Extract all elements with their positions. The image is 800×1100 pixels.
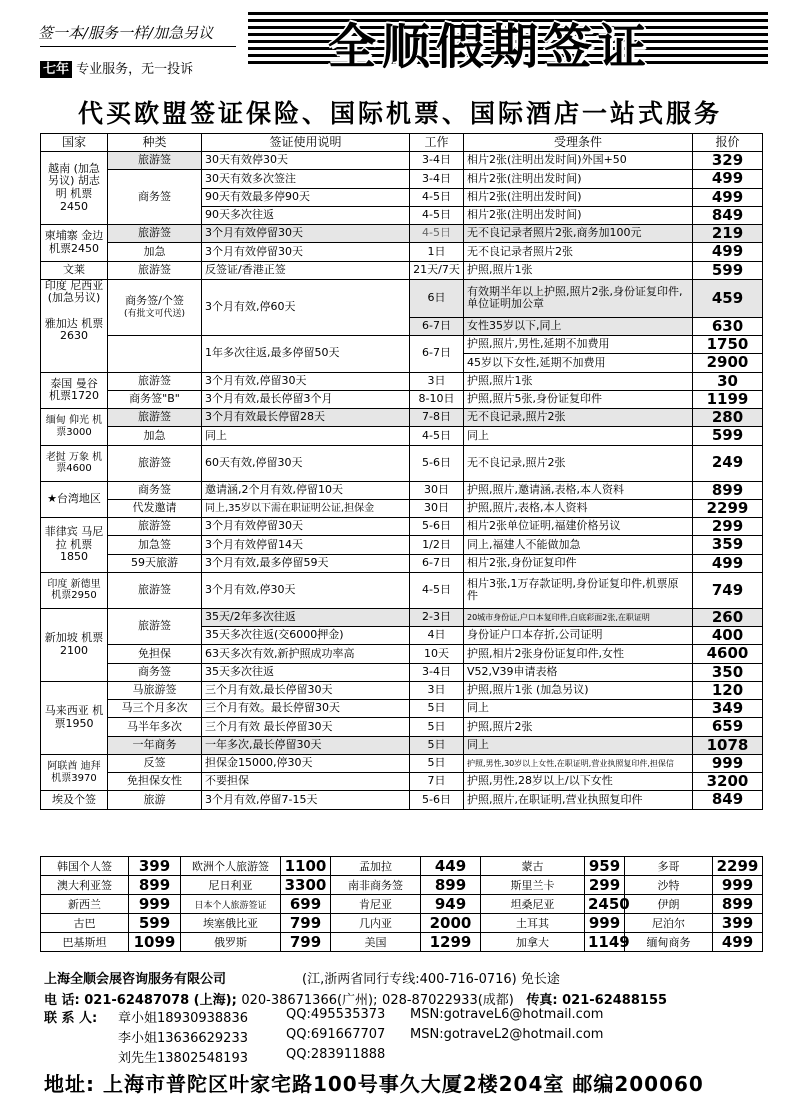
type-cell: 旅游签: [108, 409, 202, 427]
country-cell: ★台湾地区: [41, 481, 108, 518]
work-cell: 30日: [410, 481, 464, 499]
grid-country: 缅甸商务: [625, 933, 713, 952]
grid-country: 巴基斯坦: [41, 933, 129, 952]
desc-cell: 3个月有效最长停留28天: [202, 409, 410, 427]
desc-cell: 3个月有效停留30天: [202, 225, 410, 243]
cond-cell: 护照,男性,28岁以上/以下女性: [464, 773, 693, 791]
desc-cell: 同上: [202, 427, 410, 445]
work-cell: 5-6日: [410, 518, 464, 536]
desc-cell: 3个月有效,最长停留3个月: [202, 390, 410, 408]
cond-cell: 有效期半年以上护照,照片2张,身份证复印件,单位证明加公章: [464, 279, 693, 317]
price-cell: 350: [693, 663, 763, 681]
table-row: [41, 518, 763, 536]
table-row: [41, 261, 763, 279]
grid-row: [41, 876, 763, 895]
country-cell: 老挝 万象 机票4600: [41, 445, 108, 481]
price-cell: 3200: [693, 773, 763, 791]
type-cell: 加急: [108, 427, 202, 445]
type-cell: 马半年多次: [108, 718, 202, 736]
country-indonesia-city: 雅加达 机票2630: [44, 316, 104, 343]
years-badge: 七年: [40, 61, 72, 78]
price-cell: 329: [693, 152, 763, 170]
cond-cell: 相片2张(注明出发时间): [464, 170, 693, 188]
price-cell: 2299: [693, 499, 763, 517]
grid-price: 949: [421, 895, 481, 914]
type-cell: 59天旅游: [108, 554, 202, 572]
desc-cell: 30天有效停30天: [202, 152, 410, 170]
grid-country: 欧洲个人旅游签: [181, 857, 281, 876]
country-cell: 阿联酋 迪拜 机票3970: [41, 754, 108, 791]
desc-cell: 3个月有效停留30天: [202, 518, 410, 536]
grid-price: 899: [421, 876, 481, 895]
contact-name: 李小姐13636629233: [118, 1031, 248, 1046]
grid-price: 499: [713, 933, 763, 952]
country-cell: [41, 279, 108, 372]
country-cell: 埃及个签: [41, 791, 108, 809]
desc-cell: 1年多次往返,最多停留50天: [202, 336, 410, 373]
price-cell: 749: [693, 572, 763, 608]
table-row: [41, 572, 763, 608]
country-cell: 新加坡 机票2100: [41, 608, 108, 681]
fax-number: 021-62488155: [562, 993, 668, 1008]
type-cell: 旅游签: [108, 572, 202, 608]
price-cell: 599: [693, 261, 763, 279]
table-row: [41, 445, 763, 481]
desc-cell: 3个月有效,停留30天: [202, 372, 410, 390]
address: 地址: 上海市普陀区叶家宅路100号事久大厦2楼204室 邮编200060: [44, 1072, 704, 1096]
price-cell: 120: [693, 681, 763, 699]
work-cell: 7-8日: [410, 409, 464, 427]
grid-country: 土耳其: [481, 914, 585, 933]
desc-cell: 三个月有效,最长停留30天: [202, 681, 410, 699]
desc-cell: 3个月有效停留30天: [202, 243, 410, 261]
grid-country: 孟加拉: [331, 857, 421, 876]
cond-cell: V52,V39申请表格: [464, 663, 693, 681]
desc-cell: 3个月有效,最多停留59天: [202, 554, 410, 572]
desc-cell: 担保金15000,停30天: [202, 754, 410, 772]
table-row: [41, 372, 763, 390]
work-cell: 3-4日: [410, 170, 464, 188]
work-cell: 2-3日: [410, 608, 464, 626]
cond-cell: 身份证户口本存折,公司证明: [464, 627, 693, 645]
grid-price: 799: [281, 914, 331, 933]
type-cell: 旅游签: [108, 225, 202, 243]
price-cell: 659: [693, 718, 763, 736]
type-cell: 代发邀请: [108, 499, 202, 517]
work-cell: 5日: [410, 700, 464, 718]
desc-cell: 三个月有效 最长停留30天: [202, 718, 410, 736]
table-row: [41, 536, 763, 554]
cond-cell: 同上,福建人不能做加急: [464, 536, 693, 554]
type-cell: 旅游签: [108, 152, 202, 170]
subtitle: 代买欧盟签证保险、国际机票、国际酒店一站式服务: [77, 99, 722, 128]
type-cell: 免担保女性: [108, 773, 202, 791]
grid-price: 799: [281, 933, 331, 952]
desc-cell: 一年多次,最长停留30天: [202, 736, 410, 754]
phone-guangzhou: 020-38671366(广州);: [241, 993, 378, 1008]
country-cell: 印度 新德里 机票2950: [41, 572, 108, 608]
country-indonesia: 印度 尼西亚 (加急另议): [44, 278, 104, 305]
grid-country: 美国: [331, 933, 421, 952]
type-cell: [108, 279, 202, 335]
desc-cell: 3个月有效,停30天: [202, 572, 410, 608]
price-cell: 1199: [693, 390, 763, 408]
table-row: [41, 718, 763, 736]
grid-row: [41, 895, 763, 914]
type-cell: 商务签"B": [108, 390, 202, 408]
table-row: [41, 791, 763, 809]
grid-country: 蒙古: [481, 857, 585, 876]
type-cell: 反签: [108, 754, 202, 772]
work-cell: 10天: [410, 645, 464, 663]
header-cond: 受理条件: [464, 134, 693, 152]
cond-cell: 同上: [464, 700, 693, 718]
grid-country: 埃塞俄比亚: [181, 914, 281, 933]
header-price: 报价: [693, 134, 763, 152]
work-cell: 30日: [410, 499, 464, 517]
grid-price: 999: [585, 914, 625, 933]
grid-country: 古巴: [41, 914, 129, 933]
grid-country: 日本个人旅游签证: [181, 895, 281, 914]
work-cell: 7日: [410, 773, 464, 791]
grid-price: 899: [129, 876, 181, 895]
desc-cell: 3个月有效停留14天: [202, 536, 410, 554]
grid-country: 新西兰: [41, 895, 129, 914]
price-cell: 499: [693, 170, 763, 188]
price-cell: 459: [693, 279, 763, 317]
grid-price: 449: [421, 857, 481, 876]
table-row: [41, 681, 763, 699]
price-cell: 219: [693, 225, 763, 243]
contact-line: [44, 1007, 97, 1026]
price-cell: 499: [693, 188, 763, 206]
cond-cell: 无不良记录,照片2张: [464, 445, 693, 481]
table-row: [41, 170, 763, 188]
grid-country: 尼泊尔: [625, 914, 713, 933]
table-row: [41, 773, 763, 791]
other-countries-grid: [40, 856, 763, 952]
phone-shanghai: 021-62487078 (上海);: [84, 993, 237, 1008]
slogan-divider: [40, 46, 236, 47]
work-cell: 21天/7天: [410, 261, 464, 279]
fax-label: 传真:: [526, 993, 558, 1008]
country-cell: 柬埔寨 金边机票2450: [41, 225, 108, 262]
type-cell: 免担保: [108, 645, 202, 663]
desc-cell: 35天多次往返: [202, 663, 410, 681]
grid-price: 2450: [585, 895, 625, 914]
type-note: (有批文可代送): [123, 309, 186, 320]
work-cell: 1/2日: [410, 536, 464, 554]
cond-cell: 相片2张,身份证复印件: [464, 554, 693, 572]
grid-country: 多哥: [625, 857, 713, 876]
work-cell: 4日: [410, 627, 464, 645]
grid-price: 899: [713, 895, 763, 914]
type-cell: 商务签: [108, 481, 202, 499]
price-cell: 2900: [693, 354, 763, 372]
country-cell: 缅甸 仰光 机票3000: [41, 409, 108, 446]
price-cell: 849: [693, 791, 763, 809]
grid-row: [41, 933, 763, 952]
desc-cell: 不要担保: [202, 773, 410, 791]
price-cell: 400: [693, 627, 763, 645]
cond-cell: 相片3张,1万存款证明,身份证复印件,机票原件: [464, 572, 693, 608]
grid-price: 299: [585, 876, 625, 895]
desc-cell: 30天有效多次签注: [202, 170, 410, 188]
table-header-row: [41, 134, 763, 152]
table-row: [41, 645, 763, 663]
company-name: 上海全顺会展咨询服务有限公司: [44, 972, 227, 987]
price-cell: 499: [693, 243, 763, 261]
desc-cell: 3个月有效,停60天: [202, 279, 410, 335]
price-cell: 599: [693, 427, 763, 445]
contact-name: 章小姐18930938836: [118, 1011, 248, 1026]
table-row: [41, 152, 763, 170]
type-cell: 旅游签: [108, 372, 202, 390]
desc-cell: 35天多次往返(交6000押金): [202, 627, 410, 645]
grid-country: 俄罗斯: [181, 933, 281, 952]
type-label: 商务签/个签: [125, 293, 184, 307]
grid-price: 1299: [421, 933, 481, 952]
cond-cell: 同上: [464, 736, 693, 754]
page-title: 全顺假期签证: [327, 19, 652, 75]
contact-msn: MSN:gotraveL2@hotmail.com: [410, 1027, 604, 1042]
work-cell: 1日: [410, 243, 464, 261]
work-cell: 5日: [410, 718, 464, 736]
grid-country: 南非商务签: [331, 876, 421, 895]
contact-qq: QQ:283911888: [286, 1047, 386, 1062]
desc-cell: 90天多次往返: [202, 206, 410, 224]
work-cell: 6-7日: [410, 554, 464, 572]
contact-name: 刘先生13802548193: [118, 1051, 248, 1066]
work-cell: 4-5日: [410, 427, 464, 445]
work-cell: 4-5日: [410, 206, 464, 224]
work-cell: 3日: [410, 681, 464, 699]
grid-price: 1149: [585, 933, 625, 952]
price-cell: 30: [693, 372, 763, 390]
cond-cell: 女性35岁以下,同上: [464, 317, 693, 335]
table-row: [41, 736, 763, 754]
grid-price: 3300: [281, 876, 331, 895]
grid-country: 肯尼亚: [331, 895, 421, 914]
type-cell: 加急: [108, 243, 202, 261]
table-row: [41, 409, 763, 427]
grid-price: 2299: [713, 857, 763, 876]
years-line: [40, 58, 193, 77]
cond-cell: 护照,照片,男性,延期不加费用: [464, 336, 693, 354]
work-cell: 3-4日: [410, 663, 464, 681]
contact-qq: QQ:691667707: [286, 1027, 386, 1042]
slogan: 签一本/服务一样/加急另议: [38, 24, 214, 42]
type-cell: 商务签: [108, 663, 202, 681]
country-cell: 菲律宾 马尼拉 机票1850: [41, 518, 108, 573]
grid-country: 斯里兰卡: [481, 876, 585, 895]
years-text: 专业服务，无一投诉: [76, 62, 194, 77]
price-cell: 999: [693, 754, 763, 772]
country-cell: 马来西亚 机票1950: [41, 681, 108, 754]
contact-label: 联 系 人:: [44, 1011, 98, 1026]
contact-qq: QQ:495535373: [286, 1007, 386, 1022]
type-cell: 旅游签: [108, 445, 202, 481]
work-cell: 5-6日: [410, 445, 464, 481]
type-cell: 加急签: [108, 536, 202, 554]
grid-country: 韩国个人签: [41, 857, 129, 876]
phone-label: 电 话:: [44, 993, 80, 1008]
work-cell: 5日: [410, 736, 464, 754]
cond-cell: 相片2张(注明出发时间)外国+50: [464, 152, 693, 170]
cond-cell: 同上: [464, 427, 693, 445]
grid-price: 699: [281, 895, 331, 914]
grid-country: 澳大利亚签: [41, 876, 129, 895]
cond-cell: 护照,男性,30岁以上女性,在职证明,营业执照复印件,担保信: [464, 754, 693, 772]
desc-cell: 90天有效最多停90天: [202, 188, 410, 206]
grid-price: 1099: [129, 933, 181, 952]
grid-country: 加拿大: [481, 933, 585, 952]
work-cell: 4-5日: [410, 225, 464, 243]
desc-cell: 三个月有效。最长停留30天: [202, 700, 410, 718]
price-cell: 1750: [693, 336, 763, 354]
price-cell: 280: [693, 409, 763, 427]
cond-cell: 护照,相片2张身份证复印件,女性: [464, 645, 693, 663]
grid-row: [41, 914, 763, 933]
grid-price: 999: [129, 895, 181, 914]
desc-cell: 60天有效,停留30天: [202, 445, 410, 481]
header: [0, 0, 800, 90]
table-row: [41, 336, 763, 354]
desc-cell: 35天/2年多次往返: [202, 608, 410, 626]
cond-cell: 相片2张(注明出发时间): [464, 206, 693, 224]
desc-cell: 3个月有效,停留7-15天: [202, 791, 410, 809]
table-row: [41, 754, 763, 772]
grid-price: 399: [713, 914, 763, 933]
cond-cell: 无不良记录者照片2张: [464, 243, 693, 261]
cond-cell: 护照,照片1张 (加急另议): [464, 681, 693, 699]
desc-cell: 邀请涵,2个月有效,停留10天: [202, 481, 410, 499]
type-cell: 马三个月多次: [108, 700, 202, 718]
cond-cell: 护照,照片,在职证明,营业执照复印件: [464, 791, 693, 809]
country-cell: 越南 (加急另议) 胡志明 机票2450: [41, 152, 108, 225]
grid-price: 399: [129, 857, 181, 876]
grid-row: [41, 857, 763, 876]
price-cell: 1078: [693, 736, 763, 754]
cond-cell: 护照,照片2张: [464, 718, 693, 736]
type-cell: 商务签: [108, 170, 202, 225]
type-cell: [108, 336, 202, 373]
work-cell: 8-10日: [410, 390, 464, 408]
table-row: [41, 700, 763, 718]
table-row: [41, 481, 763, 499]
grid-price: 999: [713, 876, 763, 895]
cond-cell: 护照,照片5张,身份证复印件: [464, 390, 693, 408]
work-cell: 6日: [410, 279, 464, 317]
price-cell: 349: [693, 700, 763, 718]
cond-cell: 护照,照片,表格,本人资料: [464, 499, 693, 517]
grid-price: 2000: [421, 914, 481, 933]
price-cell: 4600: [693, 645, 763, 663]
cond-cell: 护照,照片1张: [464, 261, 693, 279]
cond-cell: 护照,照片,邀请涵,表格,本人资料: [464, 481, 693, 499]
work-cell: 6-7日: [410, 317, 464, 335]
work-cell: 4-5日: [410, 188, 464, 206]
table-row: [41, 390, 763, 408]
table-row: [41, 225, 763, 243]
contact-msn: MSN:gotraveL6@hotmail.com: [410, 1007, 604, 1022]
price-cell: 899: [693, 481, 763, 499]
phone-chengdu: 028-87022933(成都): [382, 993, 514, 1008]
work-cell: 5-6日: [410, 791, 464, 809]
grid-country: 坦桑尼亚: [481, 895, 585, 914]
work-cell: 4-5日: [410, 572, 464, 608]
table-row: [41, 663, 763, 681]
work-cell: 3日: [410, 372, 464, 390]
grid-country: 沙特: [625, 876, 713, 895]
price-cell: 260: [693, 608, 763, 626]
grid-country: 尼日利亚: [181, 876, 281, 895]
grid-price: 959: [585, 857, 625, 876]
work-cell: 5日: [410, 754, 464, 772]
price-cell: 249: [693, 445, 763, 481]
price-cell: 299: [693, 518, 763, 536]
country-cell: 文莱: [41, 261, 108, 279]
desc-cell: 63天多次有效,新护照成功率高: [202, 645, 410, 663]
header-country: 国家: [41, 134, 108, 152]
cond-cell: 45岁以下女性,延期不加费用: [464, 354, 693, 372]
cond-cell: 相片2张单位证明,福建价格另议: [464, 518, 693, 536]
cond-cell: 无不良记录者照片2张,商务加100元: [464, 225, 693, 243]
type-cell: 旅游: [108, 791, 202, 809]
type-cell: 一年商务: [108, 736, 202, 754]
work-cell: 3-4日: [410, 152, 464, 170]
grid-country: 伊朗: [625, 895, 713, 914]
desc-cell: 反签证/香港正签: [202, 261, 410, 279]
type-cell: 马旅游签: [108, 681, 202, 699]
header-desc: 签证使用说明: [202, 134, 410, 152]
table-row: [41, 243, 763, 261]
cond-cell: 20城市身份证,户口本复印件,白底彩面2张,在职证明: [464, 608, 693, 626]
phone-line: [44, 989, 667, 1008]
work-cell: 6-7日: [410, 336, 464, 373]
table-row: [41, 427, 763, 445]
type-cell: 旅游签: [108, 518, 202, 536]
grid-price: 1100: [281, 857, 331, 876]
table-row: [41, 608, 763, 626]
price-cell: 849: [693, 206, 763, 224]
country-cell: 泰国 曼谷 机票1720: [41, 372, 108, 409]
cond-cell: 无不良记录,照片2张: [464, 409, 693, 427]
table-row: [41, 554, 763, 572]
desc-cell: 同上,35岁以下需在职证明公证,担保金: [202, 499, 410, 517]
table-row: [41, 499, 763, 517]
grid-price: 599: [129, 914, 181, 933]
header-work: 工作: [410, 134, 464, 152]
price-cell: 630: [693, 317, 763, 335]
cond-cell: 护照,照片1张: [464, 372, 693, 390]
table-row: [41, 279, 763, 317]
price-cell: 499: [693, 554, 763, 572]
cond-cell: 相片2张(注明出发时间): [464, 188, 693, 206]
visa-price-table: [40, 133, 763, 810]
price-cell: 359: [693, 536, 763, 554]
type-cell: 旅游签: [108, 261, 202, 279]
header-type: 种类: [108, 134, 202, 152]
type-cell: 旅游签: [108, 608, 202, 645]
hotline: (江,浙两省同行专线:400-716-0716) 免长途: [302, 972, 560, 987]
grid-country: 几内亚: [331, 914, 421, 933]
